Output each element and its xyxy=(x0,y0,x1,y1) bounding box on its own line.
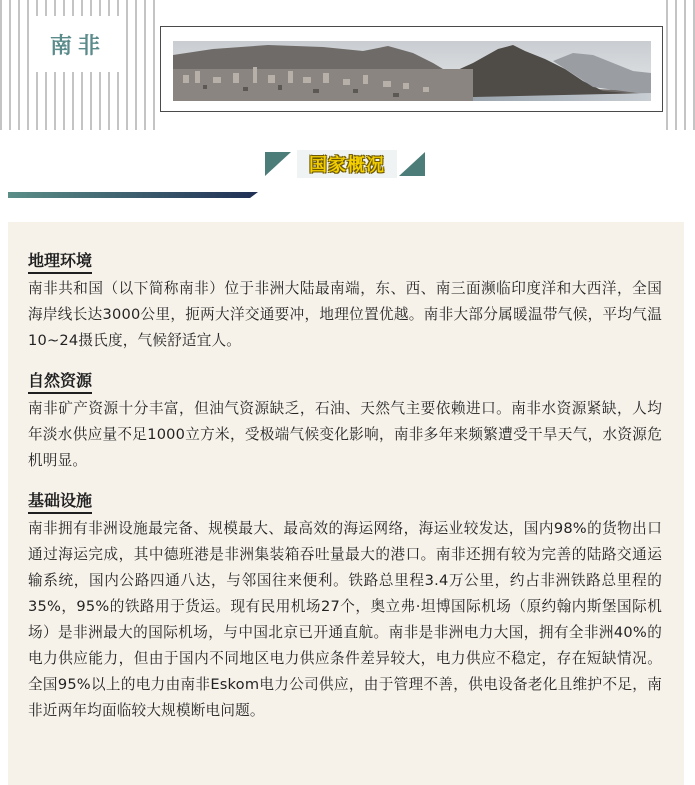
tag-left-triangle xyxy=(265,152,291,176)
tag-label: 国家概况 xyxy=(309,155,385,176)
country-title: 南非 xyxy=(49,33,106,59)
accent-bar xyxy=(8,192,258,200)
section-tag xyxy=(265,148,425,180)
content-panel xyxy=(8,222,684,785)
tag-right-triangle xyxy=(399,152,425,176)
header xyxy=(0,0,695,130)
section-body: 南非共和国（以下简称南非）位于非洲大陆最南端，东、西、南三面濒临印度洋和大西洋，全国海岸线长达3000公里，扼两大洋交通要冲，地理位置优越。南非大部分属暖温带气候，平均气温10~24摄氏度，气候舒适宜人。 xyxy=(28,280,662,349)
section-title: 自然资源 xyxy=(28,368,92,394)
city-mountain-photo xyxy=(173,41,651,101)
section-infrastructure xyxy=(28,488,662,724)
stripe-decoration-right xyxy=(666,0,695,130)
country-title-box xyxy=(30,16,126,72)
section-resources xyxy=(28,368,662,474)
section-title: 基础设施 xyxy=(28,488,92,514)
section-body: 南非矿产资源十分丰富，但油气资源缺乏，石油、天然气主要依赖进口。南非水资源紧缺，人均年淡水供应量不足1000立方米，受极端气候变化影响，南非多年来频繁遭受干旱天气，水资源危机明显。 xyxy=(28,400,662,469)
photo-frame xyxy=(160,26,663,112)
section-geography xyxy=(28,248,662,354)
section-body: 南非拥有非洲设施最完备、规模最大、最高效的海运网络，海运业较发达，国内98%的货物出口通过海运完成，其中德班港是非洲集装箱吞吐量最大的港口。南非还拥有较为完善的陆路交通运输系统，国内公路四通八达，与邻国往来便利。铁路总里程3.4万公里，约占非洲铁路总里程的35%，95%的铁路用于货运。现有民用机场27个，奥立弗·坦博国际机场（原约翰内斯堡国际机场）是非洲最大的国际机场，与中国北京已开通直航。南非是非洲电力大国，拥有全非洲40%的电力供应能力，但由于国内不同地区电力供应条件差异较大，电力供应不稳定，存在短缺情况。全国95%以上的电力由南非Eskom电力公司供应，由于管理不善，供电设备老化且维护不足，南非近两年均面临较大规模断电问题。 xyxy=(28,520,662,719)
section-title: 地理环境 xyxy=(28,248,92,274)
